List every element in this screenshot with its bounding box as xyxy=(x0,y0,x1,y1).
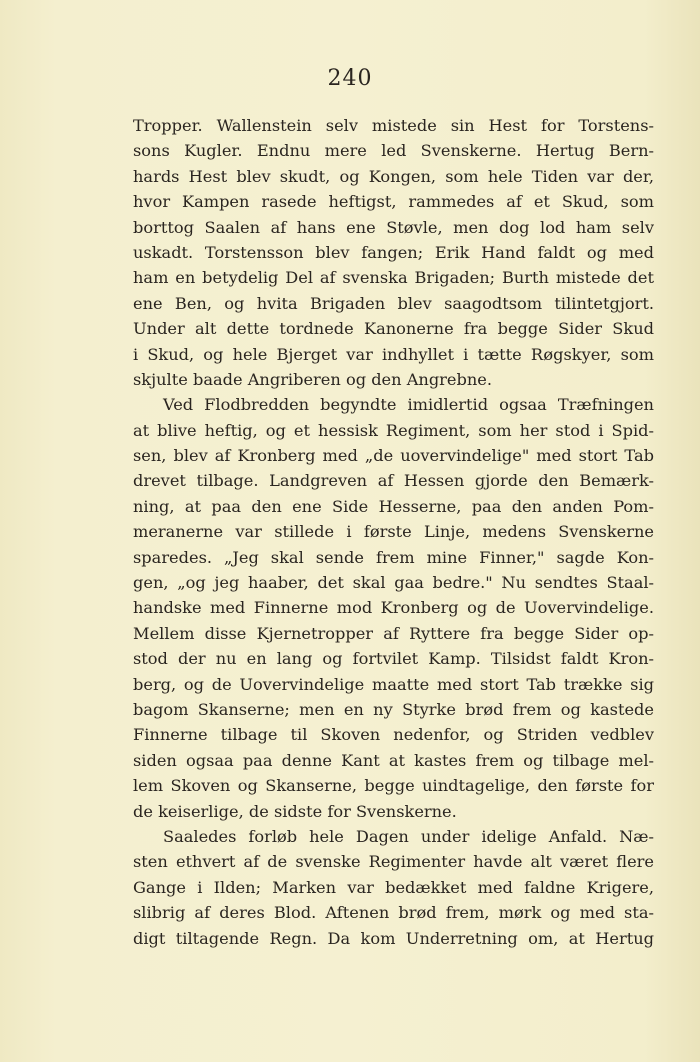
text-line: gen, „og jeg haaber, det skal gaa bedre." Nu sendtes Staal- xyxy=(133,573,654,593)
text-line: sparedes. „Jeg skal sende frem mine Finner," sagde Kon- xyxy=(133,547,654,567)
text-line: de keiserlige, de sidste for Svenskerne. xyxy=(133,801,457,821)
text-line: handske med Finnerne mod Kronberg og de Uovervindelige. xyxy=(133,598,654,618)
text-line: hvor Kampen rasede heftigst, rammedes af et Skud, som xyxy=(133,192,654,212)
text-line: drevet tilbage. Landgreven af Hessen gjorde den Bemærk- xyxy=(133,471,654,491)
text-line: siden ogsaa paa denne Kant at kastes frem og tilbage mel- xyxy=(133,750,654,770)
text-line: hards Hest blev skudt, og Kongen, som hele Tiden var der, xyxy=(133,166,654,186)
text-line: borttog Saalen af hans ene Støvle, men dog lod ham selv xyxy=(133,217,654,237)
text-line: Ved Flodbredden begyndte imidlertid ogsaa Træfningen xyxy=(163,395,654,415)
text-line: Mellem disse Kjernetropper af Ryttere fra begge Sider op- xyxy=(133,623,654,643)
text-line: bagom Skanserne; men en ny Styrke brød frem og kastede xyxy=(133,699,654,719)
text-line: Finnerne tilbage til Skoven nedenfor, og Striden vedblev xyxy=(133,725,654,745)
text-line: berg, og de Uovervindelige maatte med stort Tab trække sig xyxy=(133,674,654,694)
text-line: digt tiltagende Regn. Da kom Underretning om, at Hertug xyxy=(133,928,654,948)
text-line: sen, blev af Kronberg med „de uovervindelige" med stort Tab xyxy=(133,446,654,466)
text-line: slibrig af deres Blod. Aftenen brød frem, mørk og med sta- xyxy=(133,903,654,923)
text-line: at blive heftig, og et hessisk Regiment, som her stod i Spid- xyxy=(133,420,654,440)
text-line: lem Skoven og Skanserne, begge uindtagelige, den første for xyxy=(133,776,654,796)
text-line: Gange i Ilden; Marken var bedækket med faldne Krigere, xyxy=(133,877,654,897)
text-line: ene Ben, og hvita Brigaden blev saagodtsom tilintetgjort. xyxy=(133,293,654,313)
text-line: sons Kugler. Endnu mere led Svenskerne. Hertug Bern- xyxy=(133,141,654,161)
text-line: ham en betydelig Del af svenska Brigaden; Burth mistede det xyxy=(133,268,654,288)
text-line: meranerne var stillede i første Linje, medens Svenskerne xyxy=(133,522,654,542)
text-line: Under alt dette tordnede Kanonerne fra begge Sider Skud xyxy=(133,319,654,339)
text-line: Saaledes forløb hele Dagen under idelige Anfald. Næ- xyxy=(163,826,654,846)
text-line: uskadt. Torstensson blev fangen; Erik Hand faldt og med xyxy=(133,242,654,262)
text-line: sten ethvert af de svenske Regimenter havde alt været flere xyxy=(133,852,654,872)
text-line: ning, at paa den ene Side Hesserne, paa den anden Pom- xyxy=(133,496,654,516)
text-line: Tropper. Wallenstein selv mistede sin Hest for Torstens- xyxy=(133,116,654,135)
body-text xyxy=(133,113,654,951)
text-line: i Skud, og hele Bjerget var indhyllet i tætte Røgskyer, som xyxy=(133,344,654,364)
text-line: stod der nu en lang og fortvilet Kamp. Tilsidst faldt Kron- xyxy=(133,649,654,669)
text-line: skjulte baade Angriberen og den Angrebne. xyxy=(133,369,493,389)
page-number: 240 xyxy=(327,66,373,91)
